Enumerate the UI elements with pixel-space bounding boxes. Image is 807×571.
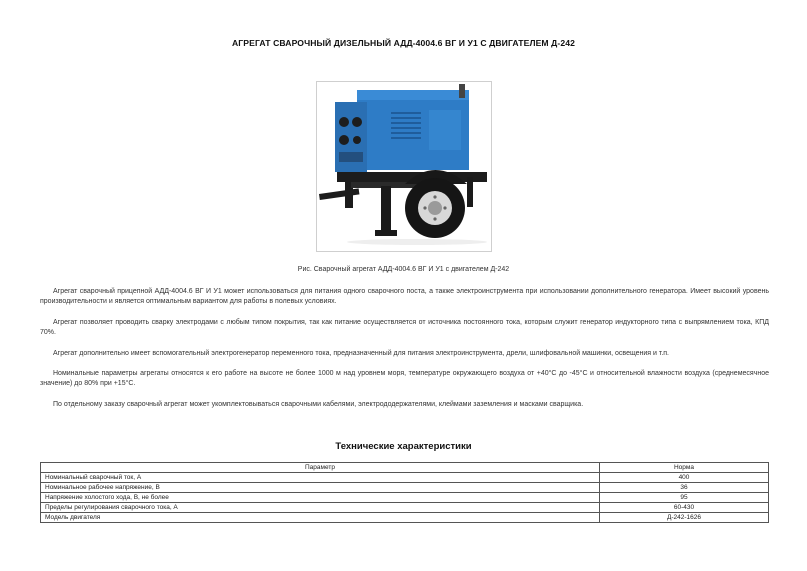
value-cell: Д-242-1626 bbox=[600, 513, 769, 523]
paragraph-aux-generator: Агрегат дополнительно имеет вспомогательный электрогенератор переменного тока, предназначенный для питания электроинструмента, дрели, шлифовальной машинки, освещения и т.п. bbox=[53, 350, 670, 357]
table-row bbox=[41, 493, 769, 503]
param-cell: Напряжение холостого хода, В, не более bbox=[41, 493, 600, 503]
specs-table bbox=[40, 462, 769, 523]
table-row bbox=[41, 513, 769, 523]
table-row bbox=[41, 483, 769, 493]
table-row bbox=[41, 503, 769, 513]
param-cell: Модель двигателя bbox=[41, 513, 600, 523]
welding-unit-illustration bbox=[317, 82, 491, 251]
image-caption: Рис. Сварочный агрегат АДД-4004.6 ВГ И У1 с двигателем Д-242 bbox=[297, 266, 510, 273]
paragraph-options: По отдельному заказу сварочный агрегат может укомплектовываться сварочными кабелями, электрододержателями, клеймами заземления и масками сварщика. bbox=[53, 401, 584, 408]
param-cell: Пределы регулирования сварочного тока, А bbox=[41, 503, 600, 513]
table-header-row bbox=[41, 463, 769, 473]
header-parameter: Параметр bbox=[41, 463, 600, 473]
paragraph-dc-source: Агрегат позволяет проводить сварку электродами с любым типом покрытия, так как питание осуществляется от источника постоянного тока, которым служит генератор индукторного типа с выпрямлением тока, КПД 70%. bbox=[40, 319, 769, 337]
value-cell: 60-430 bbox=[600, 503, 769, 513]
value-cell: 400 bbox=[600, 473, 769, 483]
value-cell: 95 bbox=[600, 493, 769, 503]
specs-title: Технические характеристики bbox=[335, 441, 472, 452]
paragraph-operating-conditions: Номинальные параметры агрегаты относятся к его работе на высоте не более 1000 м над уровнем моря, температуре окружающего воздуха от +40°С до -45°С и относительной влажности воздуха (среднемесячное значение) до 80% при +15°С. bbox=[40, 370, 769, 388]
header-norm: Норма bbox=[600, 463, 769, 473]
page-title: АГРЕГАТ СВАРОЧНЫЙ ДИЗЕЛЬНЫЙ АДД-4004.6 ВГ И У1 С ДВИГАТЕЛЕМ Д-242 bbox=[232, 38, 575, 48]
param-cell: Номинальный сварочный ток, А bbox=[41, 473, 600, 483]
table-row bbox=[41, 473, 769, 483]
param-cell: Номинальное рабочее напряжение, В bbox=[41, 483, 600, 493]
value-cell: 36 bbox=[600, 483, 769, 493]
product-photo bbox=[316, 81, 492, 252]
paragraph-intro: Агрегат сварочный прицепной АДД-4004.6 ВГ И У1 может использоваться для питания одного сварочного поста, а также электроинструмента при использовании дополнительного генератора. Имеет высокий уровень производительности и является оптимальным вариантом для работы в полевых условиях. bbox=[40, 288, 769, 306]
